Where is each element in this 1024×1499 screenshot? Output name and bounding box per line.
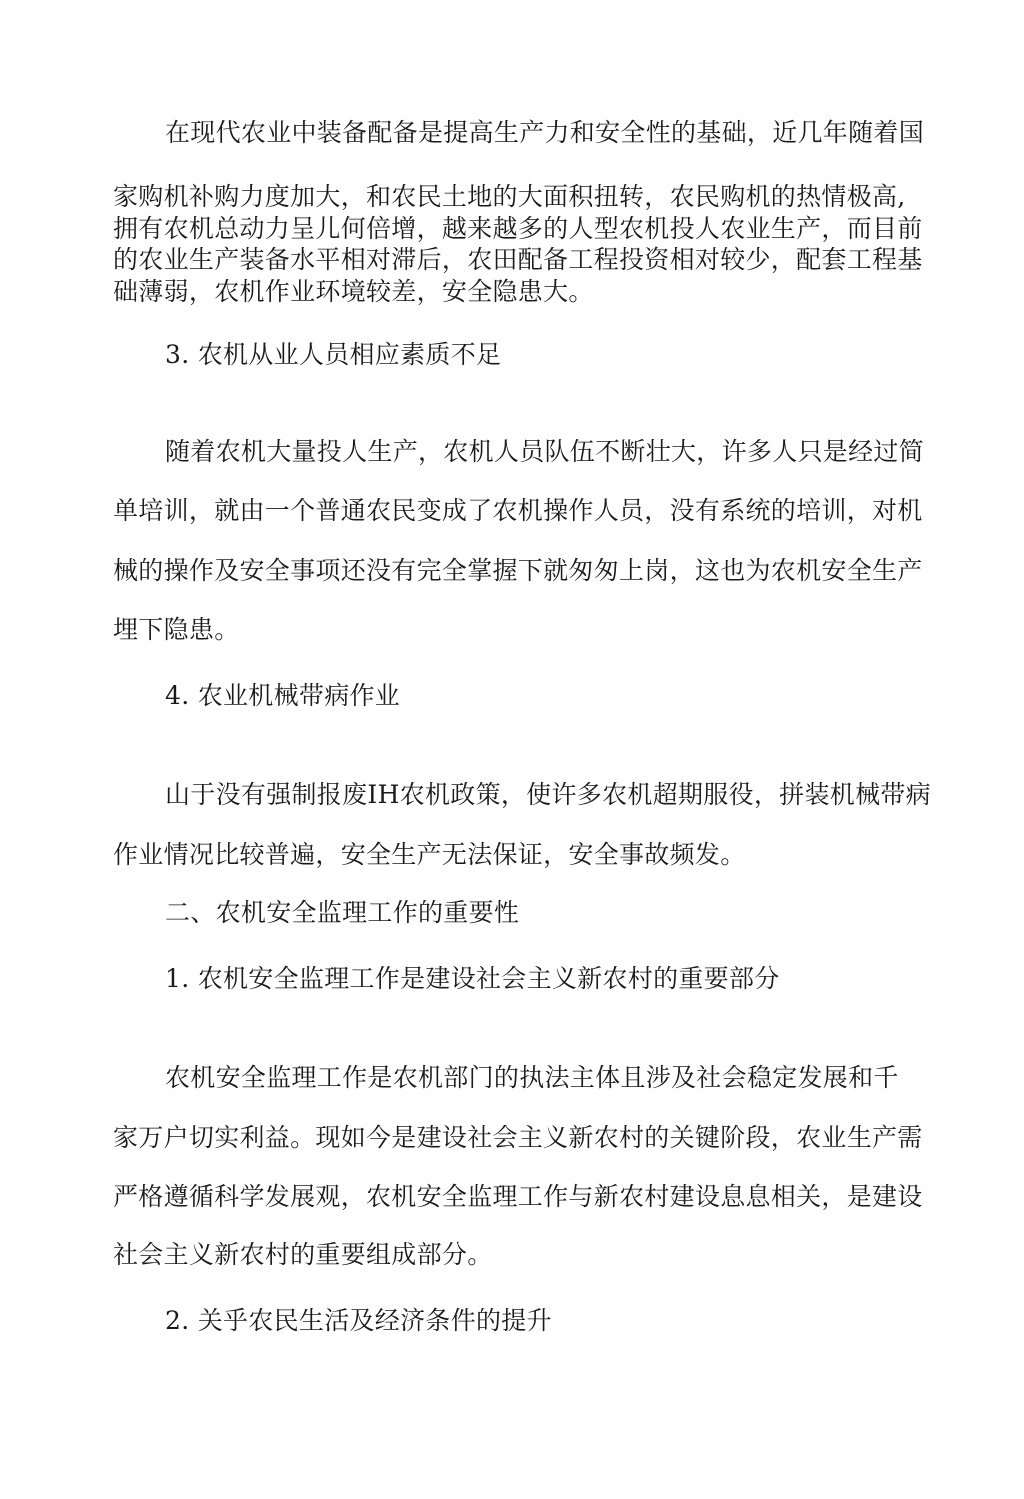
section-heading: 二、农机安全监理工作的重要性 xyxy=(165,898,520,927)
subheading: 2. 关乎农民生活及经济条件的提升 xyxy=(165,1306,552,1335)
subheading: 4. 农业机械带病作业 xyxy=(165,681,401,710)
paragraph-line: 械的操作及安全事项还没有完全掌握下就匆匆上岗，这也为农机安全生产 xyxy=(113,556,923,585)
paragraph-line: 农机安全监理工作是农机部门的执法主体且涉及社会稳定发展和千 xyxy=(165,1063,899,1092)
paragraph-line: 的农业生产装备水平相对滞后，农田配备工程投资相对较少，配套工程基 xyxy=(113,245,923,274)
paragraph-line: 单培训，就由一个普通农民变成了农机操作人员，没有系统的培训，对机 xyxy=(113,496,923,525)
paragraph-line: 埋下隐患。 xyxy=(113,615,240,644)
subheading: 1. 农机安全监理工作是建设社会主义新农村的重要部分 xyxy=(165,964,780,993)
paragraph-line: 家购机补购力度加大，和农民土地的大面积扭转，农民购机的热情极高, xyxy=(113,182,906,211)
paragraph-line: 拥有农机总动力呈儿何倍增，越来越多的人型农机投人农业生产，而目前 xyxy=(113,214,923,243)
paragraph-line: 社会主义新农村的重要组成部分。 xyxy=(113,1240,493,1269)
subheading: 3. 农机从业人员相应素质不足 xyxy=(165,340,502,369)
paragraph-line: 严格遵循科学发展观，农机安全监理工作与新农村建设息息相关，是建设 xyxy=(113,1182,923,1211)
paragraph-line: 山于没有强制报废IH农机政策，使许多农机超期服役，拼装机械带病 xyxy=(165,780,931,809)
paragraph-line: 础薄弱，农机作业环境较差，安全隐患大。 xyxy=(113,277,594,306)
paragraph-line: 家万户切实利益。现如今是建设社会主义新农村的关键阶段，农业生产需 xyxy=(113,1123,923,1152)
paragraph-line: 在现代农业中装备配备是提高生产力和安全性的基础，近几年随着国 xyxy=(165,118,925,147)
paragraph-line: 作业情况比较普遍，安全生产无法保证，安全事故频发。 xyxy=(113,840,746,869)
paragraph-line: 随着农机大量投人生产，农机人员队伍不断壮大，许多人只是经过简 xyxy=(165,437,925,466)
